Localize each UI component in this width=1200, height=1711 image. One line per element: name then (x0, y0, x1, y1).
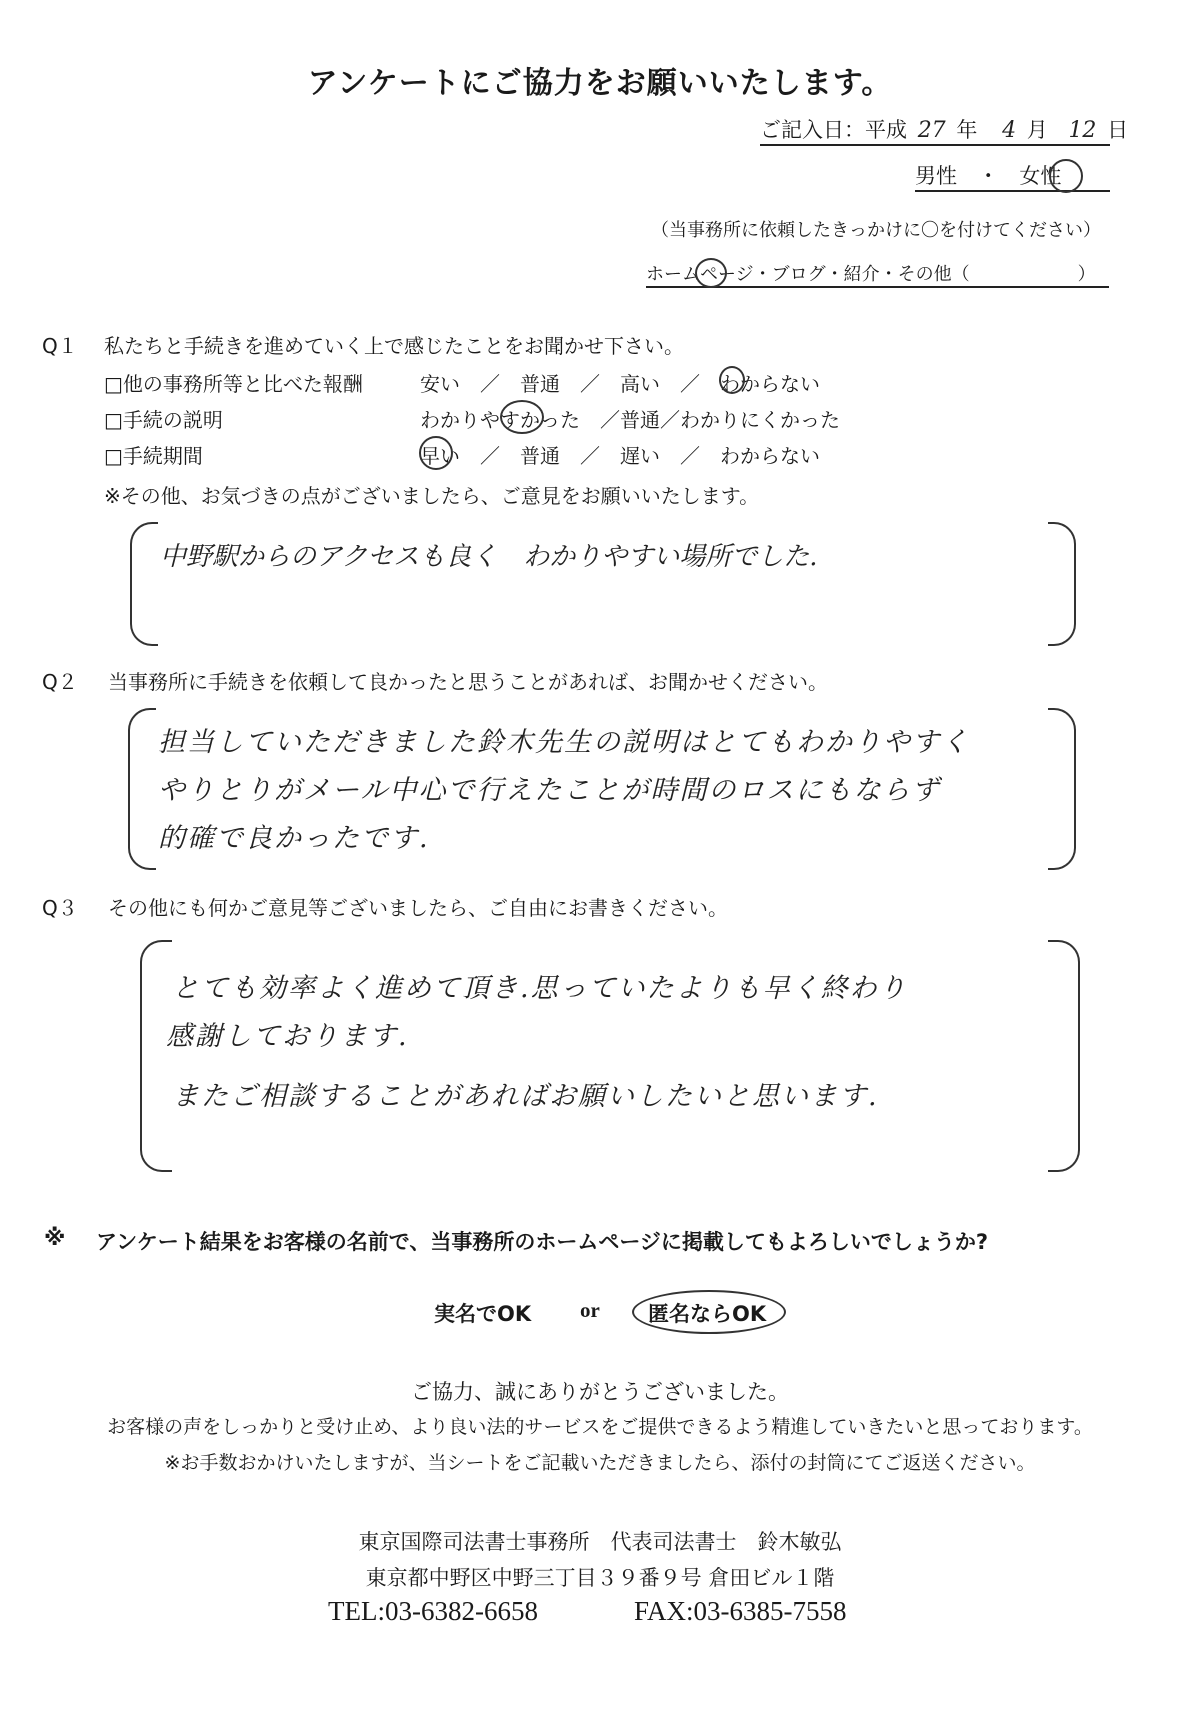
q1-question: 私たちと手続きを進めていく上で感じたことをお聞かせ下さい。 (104, 334, 684, 358)
q1-row-fee-options: 安い ／ 普通 ／ 高い ／ わからない (420, 372, 820, 396)
q3-answer-bracket-left (140, 940, 172, 1172)
date-year-unit: 年 (956, 118, 978, 142)
q2-answer-bracket-left (128, 708, 156, 870)
date-label: ご記入日：平成 (760, 118, 907, 142)
gender-sep: ・ (977, 164, 999, 188)
q2-question: 当事務所に手続きを依頼して良かったと思うことがあれば、お聞かせください。 (108, 670, 828, 694)
office-tel: TEL:03-6382-6658 (328, 1596, 538, 1626)
page-title: アンケートにご協力をお願いいたします。 (307, 66, 893, 101)
q1-number: Q１ (42, 334, 78, 358)
q1-row-period-label: □手続期間 (104, 444, 203, 468)
publish-or: or (580, 1298, 600, 1322)
date-month: 4 (1002, 118, 1017, 143)
q3-answer-bracket-right (1048, 940, 1080, 1172)
fee-answer-circle (719, 366, 745, 394)
date-month-unit: 月 (1026, 118, 1048, 142)
closing-line-3: ※お手数おかけいたしますが、当シートをご記載いただきましたら、添付の封筒にてご返送ください。 (164, 1452, 1036, 1474)
date-year: 27 (917, 118, 946, 143)
q2-answer-line-2: やりとりがメール中心で行えたことが時間のロスにもならず (158, 775, 941, 806)
q1-note: ※その他、お気づきの点がございましたら、ご意見をお願いいたします。 (104, 484, 760, 508)
office-name: 東京国際司法書士事務所 代表司法書士 鈴木敏弘 (358, 1530, 842, 1554)
date-day: 12 (1068, 118, 1097, 143)
q1-row-fee-label: □他の事務所等と比べた報酬 (104, 372, 363, 396)
publish-anonymous-circle (632, 1290, 786, 1334)
q1-answer-bracket-right (1048, 522, 1076, 646)
date-row (760, 114, 1129, 146)
period-answer-circle (419, 436, 453, 470)
publish-mark: ※ (44, 1226, 66, 1251)
q2-number: Q２ (42, 670, 78, 694)
q2-answer-line-1: 担当していただきました鈴木先生の説明はとてもわかりやすく (158, 727, 970, 758)
q3-number: Q３ (42, 896, 78, 920)
q3-question: その他にも何かご意見等ございましたら、ご自由にお書きください。 (108, 896, 728, 920)
q2-answer-bracket-right (1048, 708, 1076, 870)
office-address: 東京都中野区中野三丁目３９番９号 倉田ビル１階 (365, 1566, 835, 1590)
q1-row-explain-label: □手続の説明 (104, 408, 223, 432)
trigger-options: ホームページ・ブログ・紹介・その他（ ） (646, 260, 1109, 288)
closing-thanks: ご協力、誠にありがとうございました。 (411, 1380, 789, 1404)
trigger-homepage-circle (695, 258, 727, 288)
q3-answer-line-2: 感謝しております. (166, 1021, 409, 1052)
explain-answer-circle (500, 400, 544, 434)
closing-line-2: お客様の声をしっかりと受け止め、より良い法的サービスをご提供できるよう精進していきたいと思っております。 (107, 1416, 1093, 1438)
office-fax: FAX:03-6385-7558 (634, 1596, 847, 1626)
q2-answer-line-3: 的確で良かったです. (158, 823, 430, 854)
q1-row-explain-options: わかりやすかった ／普通／わかりにくかった (420, 408, 840, 432)
q1-row-period-options: 早い ／ 普通 ／ 遅い ／ わからない (420, 444, 820, 468)
publish-question: アンケート結果をお客様の名前で、当事務所のホームページに掲載してもよろしいでしょうか? (96, 1230, 989, 1254)
gender-male: 男性 (915, 164, 957, 188)
gender-female: 女性 (1019, 164, 1062, 188)
q3-answer-line-3: またご相談することがあればお願いしたいと思います. (172, 1081, 879, 1112)
date-day-unit: 日 (1107, 118, 1129, 142)
q1-answer-bracket-left (130, 522, 158, 646)
publish-real-name-option: 実名でOK (434, 1302, 532, 1326)
publish-anonymous-option: 匿名ならOK (648, 1302, 767, 1326)
q3-answer-line-1: とても効率よく進めて頂き.思っていたよりも早く終わり (172, 973, 908, 1004)
trigger-prompt: （当事務所に依頼したきっかけに〇を付けてください） (651, 220, 1101, 241)
gender-female-circle (1049, 159, 1083, 193)
q1-answer-text: 中野駅からのアクセスも良く わかりやすい場所でした. (160, 542, 818, 572)
